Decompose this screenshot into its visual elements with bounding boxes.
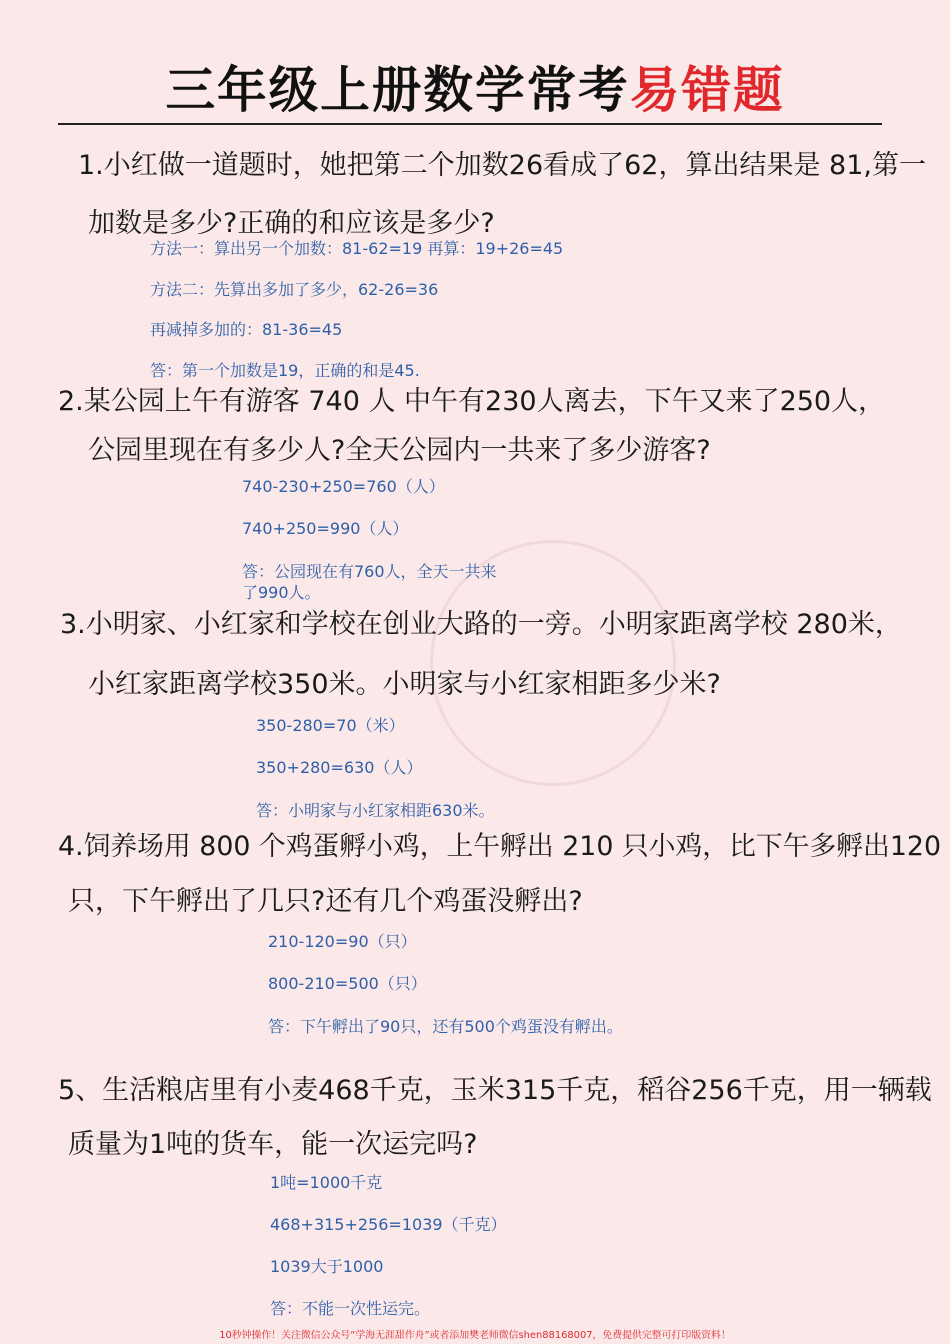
question-4-line-2: 只，下午孵出了几只?还有几个鸡蛋没孵出?	[68, 886, 583, 917]
question-5-line-2: 质量为1吨的货车，能一次运完吗?	[68, 1129, 478, 1160]
answer-2-line-4: 了990人。	[242, 583, 321, 602]
answer-1-line-1: 方法一：算出另一个加数：81-62=19 再算：19+26=45	[150, 239, 564, 258]
question-3-line-1: 3.小明家、小红家和学校在创业大路的一旁。小明家距离学校 280米，	[60, 609, 902, 640]
answer-4-line-3: 答：下午孵出了90只，还有500个鸡蛋没有孵出。	[268, 1017, 623, 1036]
answer-3-line-1: 350-280=70（米）	[256, 716, 405, 735]
answer-3-line-2: 350+280=630（人）	[256, 758, 423, 777]
question-4-line-1: 4.饲养场用 800 个鸡蛋孵小鸡，上午孵出 210 只小鸡，比下午多孵出120	[58, 831, 942, 862]
answer-1-line-4: 答：第一个加数是19，正确的和是45.	[150, 361, 420, 380]
answer-2-line-1: 740-230+250=760（人）	[242, 477, 445, 496]
answer-1-line-3: 再减掉多加的：81-36=45	[150, 320, 343, 339]
question-2-line-2: 公园里现在有多少人?全天公园内一共来了多少游客?	[88, 435, 711, 466]
answer-2-line-3: 答：公园现在有760人，全天一共来	[242, 562, 497, 581]
answer-5-line-2: 468+315+256=1039（千克）	[270, 1215, 507, 1234]
page-title	[0, 52, 950, 128]
question-2-line-1: 2.某公园上午有游客 740 人 中午有230人离去，下午又来了250人，	[58, 386, 886, 417]
answer-5-line-1: 1吨=1000千克	[270, 1173, 383, 1192]
answer-5-line-4: 答：不能一次性运完。	[270, 1299, 431, 1318]
answer-4-line-1: 210-120=90（只）	[268, 932, 417, 951]
answer-5-line-3: 1039大于1000	[270, 1257, 384, 1276]
question-5-line-1: 5、生活粮店里有小麦468千克，玉米315千克，稻谷256千克，用一辆载	[58, 1075, 932, 1106]
answer-4-line-2: 800-210=500（只）	[268, 974, 427, 993]
answer-1-line-2: 方法二：先算出多加了多少，62-26=36	[150, 280, 439, 299]
title-highlight: 易错题	[629, 61, 785, 119]
footer-notice: 10秒钟操作！关注微信公众号“学海无涯甜作舟”或者添加樊老师微信shen88168007，免费提供完整可打印版资料！	[219, 1330, 731, 1341]
title-underline	[58, 123, 882, 125]
answer-2-line-2: 740+250=990（人）	[242, 519, 409, 538]
answer-3-line-3: 答：小明家与小红家相距630米。	[256, 801, 495, 820]
title-main: 三年级上册数学常考	[165, 61, 630, 119]
question-3-line-2: 小红家距离学校350米。小明家与小红家相距多少米?	[88, 669, 721, 700]
question-1-line-2: 加数是多少?正确的和应该是多少?	[88, 208, 495, 239]
question-1-line-1: 1.小红做一道题时，她把第二个加数26看成了62，算出结果是 81,第一	[78, 150, 926, 181]
